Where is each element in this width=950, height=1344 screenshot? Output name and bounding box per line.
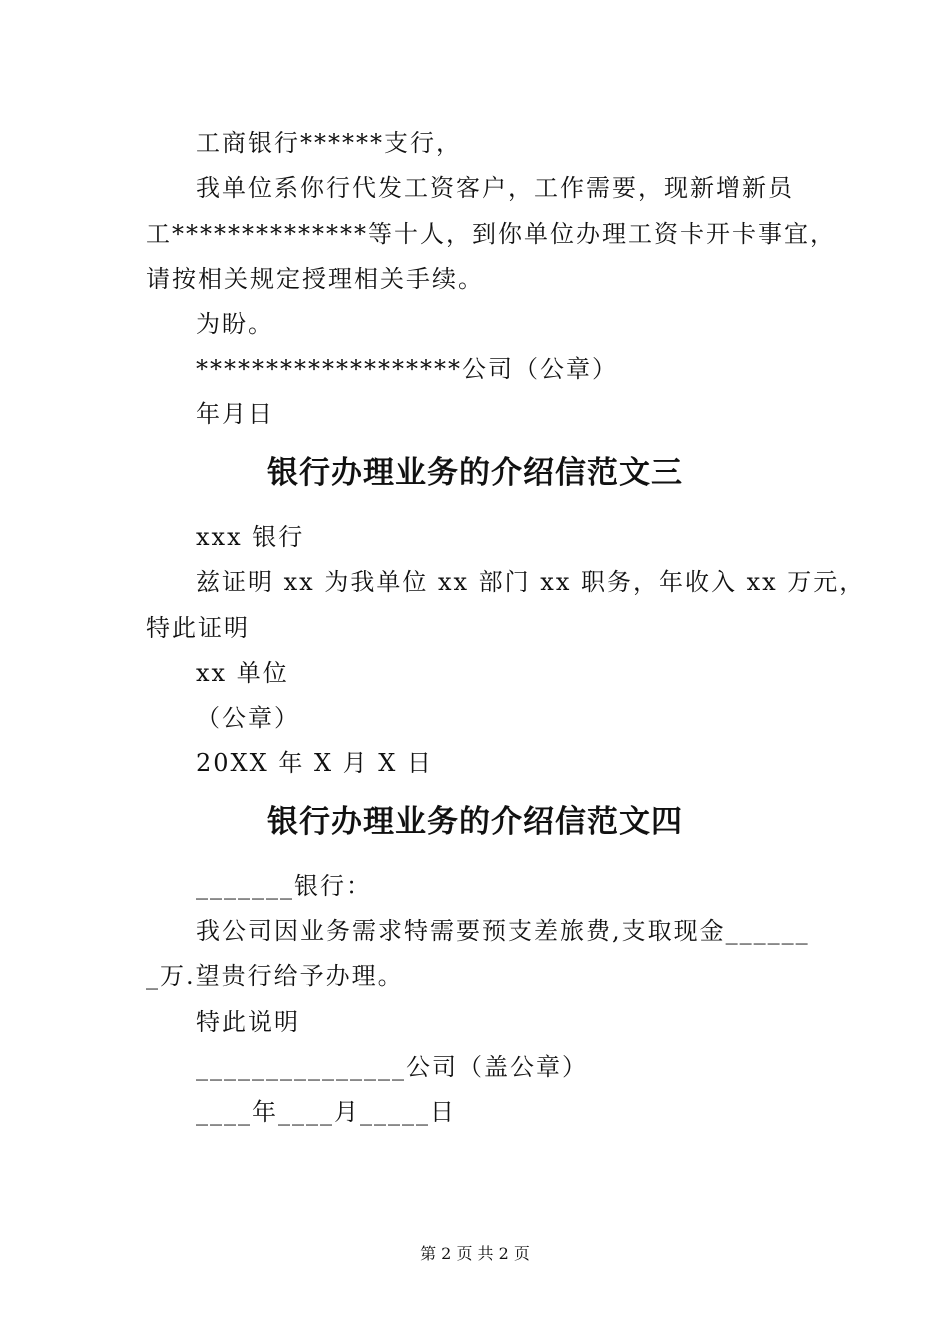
section3-addressee: xxx 银行 xyxy=(196,523,305,551)
section3-body-line2: 特此证明 xyxy=(146,614,250,642)
letter2-addressee: 工商银行******支行， xyxy=(196,129,462,157)
section4-body-line1: 我公司因业务需求特需要预支差旅费,支取现金______ xyxy=(196,917,810,945)
letter2-body-line3: 请按相关规定授理相关手续。 xyxy=(146,265,484,293)
section4-title: 银行办理业务的介绍信范文四 xyxy=(267,804,683,840)
section3-date: 20XX 年 X 月 X 日 xyxy=(196,749,434,777)
letter2-closing: 为盼。 xyxy=(196,310,274,338)
letter2-body-line2: 工**************等十人，到你单位办理工资卡开卡事宜， xyxy=(146,220,836,248)
section3-seal: （公章） xyxy=(196,704,300,732)
page-footer: 第 2 页 共 2 页 xyxy=(420,1244,530,1263)
section4-addressee: _______银行： xyxy=(196,872,372,900)
letter2-body-line1: 我单位系你行代发工资客户，工作需要，现新增新员 xyxy=(196,174,794,202)
section3-unit: xx 单位 xyxy=(196,659,289,687)
section4-body-line2: _万.望贵行给予办理。 xyxy=(146,962,404,990)
section4-closing: 特此说明 xyxy=(196,1008,300,1036)
letter2-date: 年月日 xyxy=(196,400,274,428)
letter2-signature: *******************公司（公章） xyxy=(196,355,618,383)
section3-body-line1: 兹证明 xx 为我单位 xx 部门 xx 职务，年收入 xx 万元， xyxy=(196,568,866,596)
section4-date: ____年____月_____日 xyxy=(196,1098,456,1126)
section3-title: 银行办理业务的介绍信范文三 xyxy=(267,455,683,491)
section4-signature: _______________公司（盖公章） xyxy=(196,1053,588,1081)
